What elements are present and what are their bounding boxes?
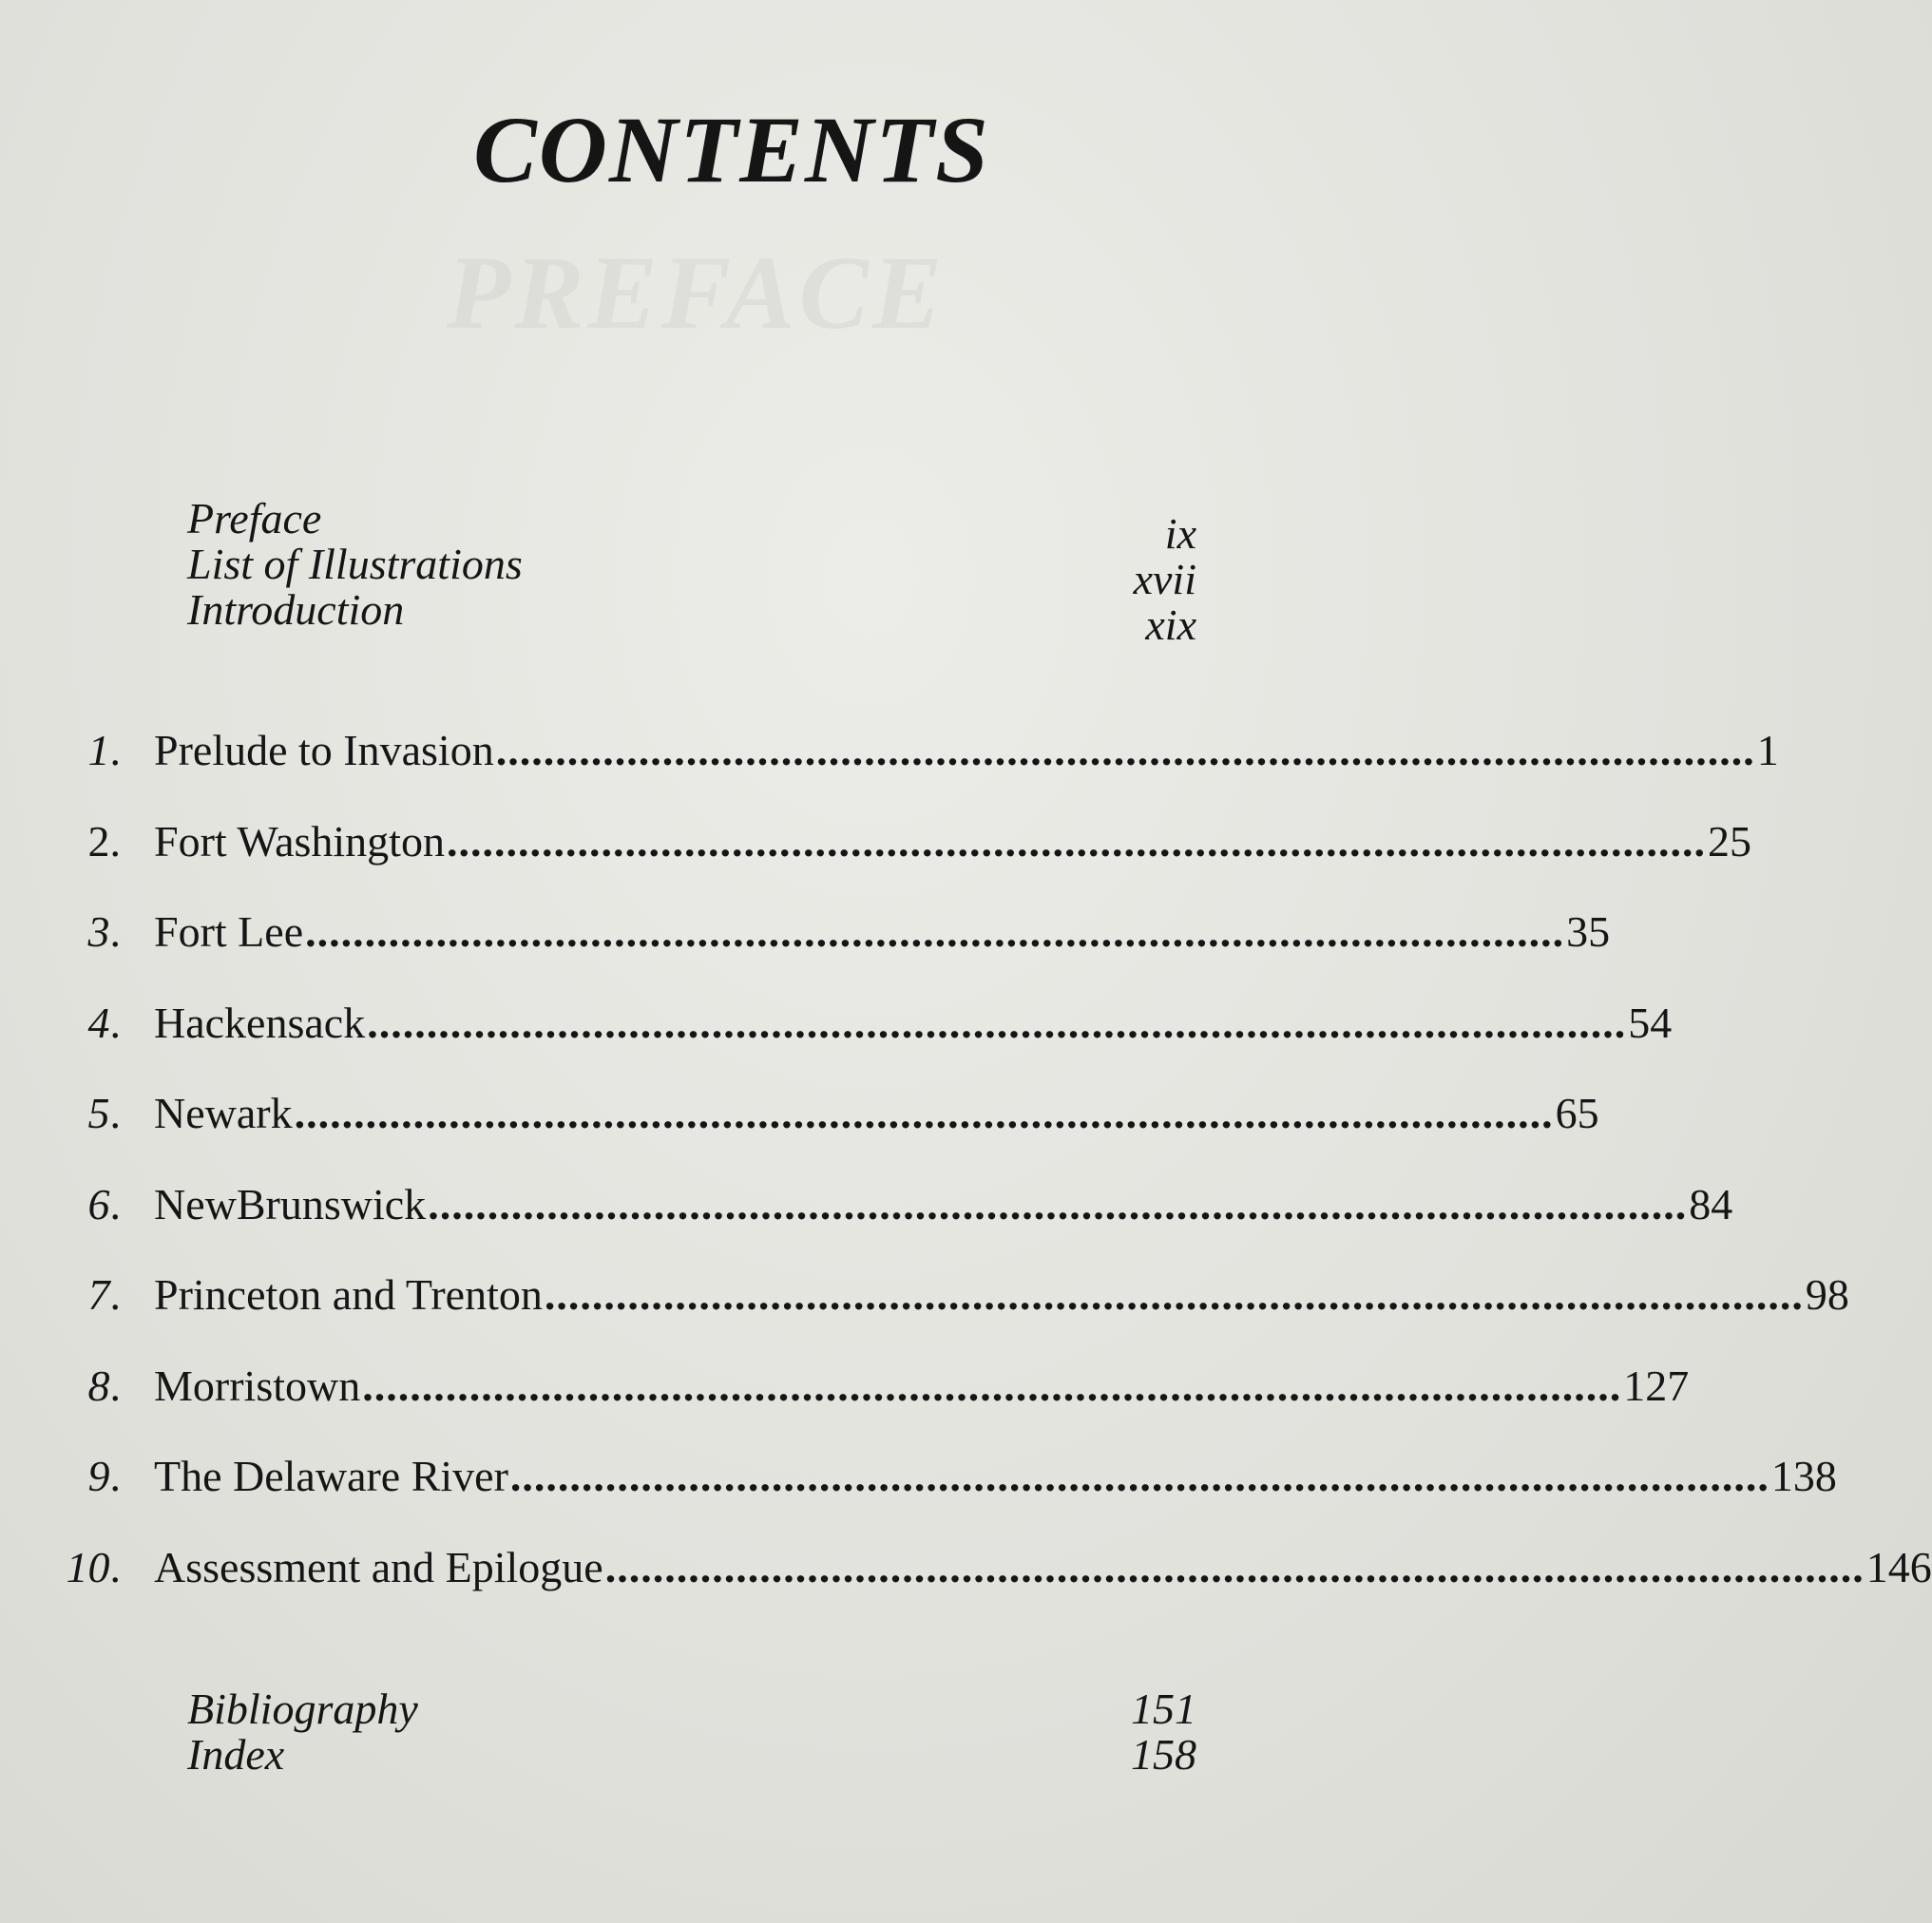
back-matter-list xyxy=(187,1686,1196,1778)
chapter-title: Princeton and Trenton xyxy=(154,1270,543,1319)
chapter-entry xyxy=(87,722,1779,813)
chapter-title: NewBrunswick xyxy=(154,1179,427,1228)
chapter-number: 7. xyxy=(87,1270,121,1319)
chapter-entry xyxy=(87,1266,1849,1358)
chapter-title: The Delaware River xyxy=(154,1452,508,1500)
chapter-page: 98 xyxy=(1805,1270,1849,1319)
dot-leader: .......................................................................................................... xyxy=(544,1270,1804,1319)
chapter-number: 10. xyxy=(66,1542,121,1591)
dot-leader: .......................................................................................................... xyxy=(428,1179,1688,1228)
chapter-number: 1. xyxy=(87,726,121,774)
chapter-title: Prelude to Invasion xyxy=(154,726,494,774)
chapter-page: 54 xyxy=(1628,998,1673,1047)
chapter-title: Morristown xyxy=(154,1361,361,1410)
chapter-page: 25 xyxy=(1707,816,1751,866)
chapter-entry xyxy=(87,1448,1837,1539)
toc-entry-page: xix xyxy=(1145,600,1196,649)
chapter-title: Hackensack xyxy=(154,998,366,1047)
chapter-entry xyxy=(87,904,1611,995)
chapter-list xyxy=(66,722,1932,1629)
toc-entry-bibliography xyxy=(187,1686,1196,1732)
chapter-title: Fort Lee xyxy=(154,907,304,956)
chapter-number: 9. xyxy=(87,1452,121,1500)
chapter-number: 6. xyxy=(87,1179,121,1228)
toc-entry-label: Index xyxy=(187,1730,285,1779)
chapter-entry xyxy=(87,813,1751,904)
chapter-number: 2. xyxy=(87,816,121,866)
toc-entry-label: Introduction xyxy=(187,585,405,634)
toc-entry-list-of-illustrations xyxy=(187,540,1196,603)
chapter-entry xyxy=(87,995,1673,1086)
chapter-page: 146 xyxy=(1865,1542,1932,1591)
chapter-page: 65 xyxy=(1555,1089,1599,1137)
dot-leader: .......................................................................................................... xyxy=(294,1089,1554,1137)
toc-entry-preface xyxy=(187,494,1196,558)
chapter-number: 5. xyxy=(87,1089,121,1137)
chapter-page: 1 xyxy=(1756,726,1779,774)
chapter-page: 127 xyxy=(1623,1361,1690,1410)
page-title: CONTENTS xyxy=(473,97,990,202)
dot-leader: .......................................................................................................... xyxy=(362,1361,1622,1410)
toc-entry-index xyxy=(187,1732,1196,1778)
chapter-title: Newark xyxy=(154,1089,293,1137)
toc-entry-label: Preface xyxy=(187,494,322,543)
dot-leader: .......................................................................................................... xyxy=(509,1452,1769,1500)
chapter-entry xyxy=(66,1539,1932,1630)
toc-entry-page: 151 xyxy=(1131,1685,1196,1733)
chapter-number: 4. xyxy=(87,998,121,1047)
dot-leader: .......................................................................................................... xyxy=(604,1542,1865,1591)
chapter-number: 8. xyxy=(87,1361,121,1410)
chapter-entry xyxy=(87,1176,1733,1267)
chapter-page: 138 xyxy=(1770,1452,1837,1500)
chapter-title: Fort Washington xyxy=(154,816,445,866)
toc-entry-page: 158 xyxy=(1131,1730,1196,1779)
front-matter-list xyxy=(187,494,1196,649)
toc-entry-page: xvii xyxy=(1133,555,1196,603)
chapter-number: 3. xyxy=(87,907,121,956)
dot-leader: .......................................................................................................... xyxy=(446,816,1706,866)
dot-leader: .......................................................................................................... xyxy=(367,998,1627,1047)
chapter-page: 84 xyxy=(1689,1179,1733,1228)
dot-leader: .......................................................................................................... xyxy=(495,726,1755,774)
toc-entry-introduction xyxy=(187,585,1196,649)
chapter-title: Assessment and Epilogue xyxy=(154,1542,603,1591)
toc-entry-label: Bibliography xyxy=(187,1685,418,1733)
dot-leader: .......................................................................................................... xyxy=(305,907,1565,956)
toc-entry-label: List of Illustrations xyxy=(187,540,523,588)
chapter-entry xyxy=(87,1358,1690,1449)
chapter-page: 35 xyxy=(1566,907,1611,956)
toc-entry-page: ix xyxy=(1164,509,1196,558)
chapter-entry xyxy=(87,1085,1599,1176)
bleed-through-heading xyxy=(447,233,946,353)
